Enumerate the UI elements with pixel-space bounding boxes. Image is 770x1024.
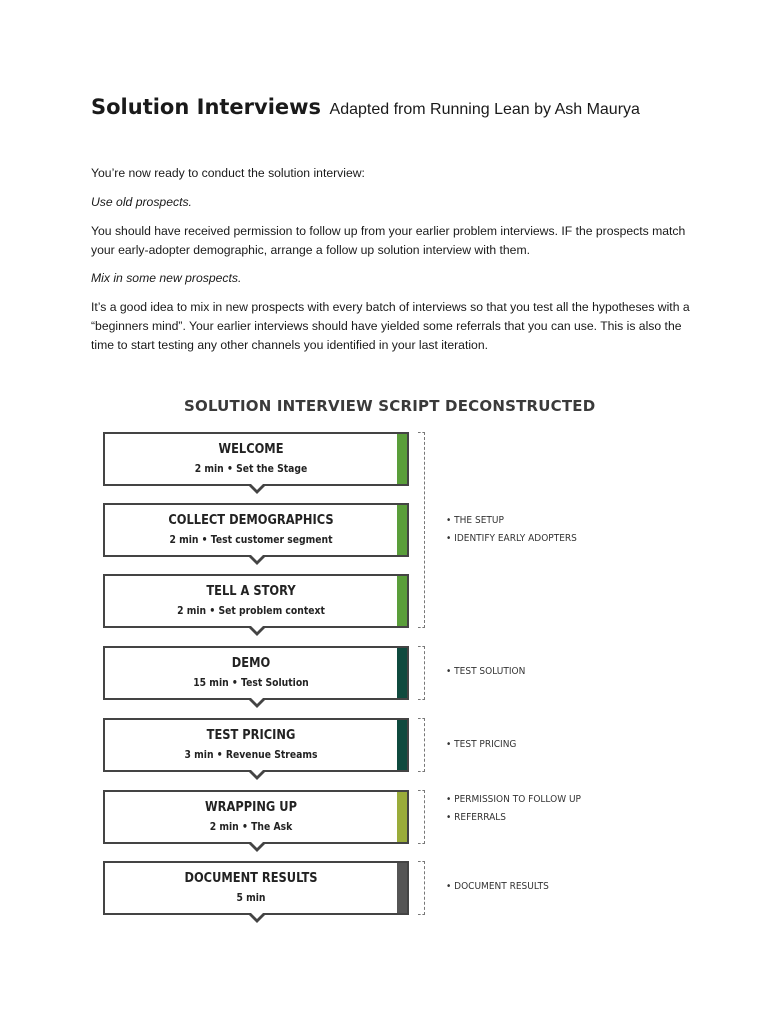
- step-color-bar: [397, 505, 407, 555]
- notes-pricing: [446, 736, 516, 754]
- step-meta: 2 min • Set problem context: [177, 605, 325, 617]
- step-document-results: [103, 861, 409, 915]
- note-item: • THE SETUP: [446, 512, 577, 530]
- section-1-text: You should have received permission to follow up from your earlier problem interviews. IF the prospects match your early-adopter demographic, arrange a follow up solution interview with them.: [91, 224, 686, 257]
- step-pointer: [249, 628, 265, 636]
- note-item: • TEST SOLUTION: [446, 663, 525, 681]
- step-pointer: [249, 915, 265, 923]
- step-meta: 2 min • Set the Stage: [194, 463, 308, 475]
- step-demo: [103, 646, 409, 700]
- notes-results: [446, 878, 549, 896]
- step-meta: 15 min • Test Solution: [193, 677, 309, 689]
- step-color-bar: [397, 576, 407, 626]
- step-pointer: [249, 557, 265, 565]
- section-1-title: Use old prospects.: [91, 195, 192, 209]
- step-name: WRAPPING UP: [205, 800, 297, 815]
- bracket-setup: [418, 432, 425, 628]
- note-item: • DOCUMENT RESULTS: [446, 878, 549, 896]
- page-heading: [91, 95, 640, 119]
- step-meta: 5 min: [236, 892, 266, 904]
- bracket-pricing: [418, 718, 425, 772]
- step-pointer: [249, 844, 265, 852]
- step-wrapping-up: [103, 790, 409, 844]
- step-color-bar: [397, 792, 407, 842]
- intro-paragraph: You’re now ready to conduct the solution interview:: [91, 166, 365, 180]
- step-welcome: [103, 432, 409, 486]
- step-meta: 2 min • The Ask: [209, 821, 293, 833]
- step-pointer: [249, 700, 265, 708]
- note-item: • PERMISSION TO FOLLOW UP: [446, 791, 581, 809]
- note-item: • REFERRALS: [446, 809, 581, 827]
- step-pointer: [249, 772, 265, 780]
- step-color-bar: [397, 434, 407, 484]
- step-tell-a-story: [103, 574, 409, 628]
- step-name: TELL A STORY: [206, 584, 296, 599]
- step-meta: 3 min • Revenue Streams: [184, 749, 318, 761]
- step-color-bar: [397, 720, 407, 770]
- step-name: WELCOME: [218, 442, 284, 457]
- bracket-results: [418, 861, 425, 915]
- step-name: COLLECT DEMOGRAPHICS: [168, 513, 334, 528]
- note-item: • TEST PRICING: [446, 736, 516, 754]
- bracket-wrapup: [418, 790, 425, 844]
- step-meta: 2 min • Test customer segment: [169, 534, 333, 546]
- page-title: Solution Interviews: [91, 95, 322, 119]
- note-item: • IDENTIFY EARLY ADOPTERS: [446, 530, 577, 548]
- notes-wrapup: [446, 791, 581, 827]
- page-subtitle: Adapted from Running Lean by Ash Maurya: [329, 101, 640, 118]
- notes-setup: [446, 512, 577, 548]
- step-name: TEST PRICING: [206, 728, 296, 743]
- step-name: DOCUMENT RESULTS: [184, 871, 318, 886]
- diagram-title: SOLUTION INTERVIEW SCRIPT DECONSTRUCTED: [184, 397, 596, 415]
- notes-solution: [446, 663, 525, 681]
- step-color-bar: [397, 648, 407, 698]
- section-2-title: Mix in some new prospects.: [91, 271, 242, 285]
- step-collect-demographics: [103, 503, 409, 557]
- step-color-bar: [397, 863, 407, 913]
- bracket-solution: [418, 646, 425, 700]
- step-pointer: [249, 486, 265, 494]
- section-2-text: It’s a good idea to mix in new prospects with every batch of interviews so that you test all the hypotheses with a “beginners mind”. Your earlier interviews should have yielded some referrals that you can use. This is also the time to start testing any other channels you identified in your last iteration.: [91, 300, 690, 352]
- step-name: DEMO: [231, 656, 271, 671]
- step-test-pricing: [103, 718, 409, 772]
